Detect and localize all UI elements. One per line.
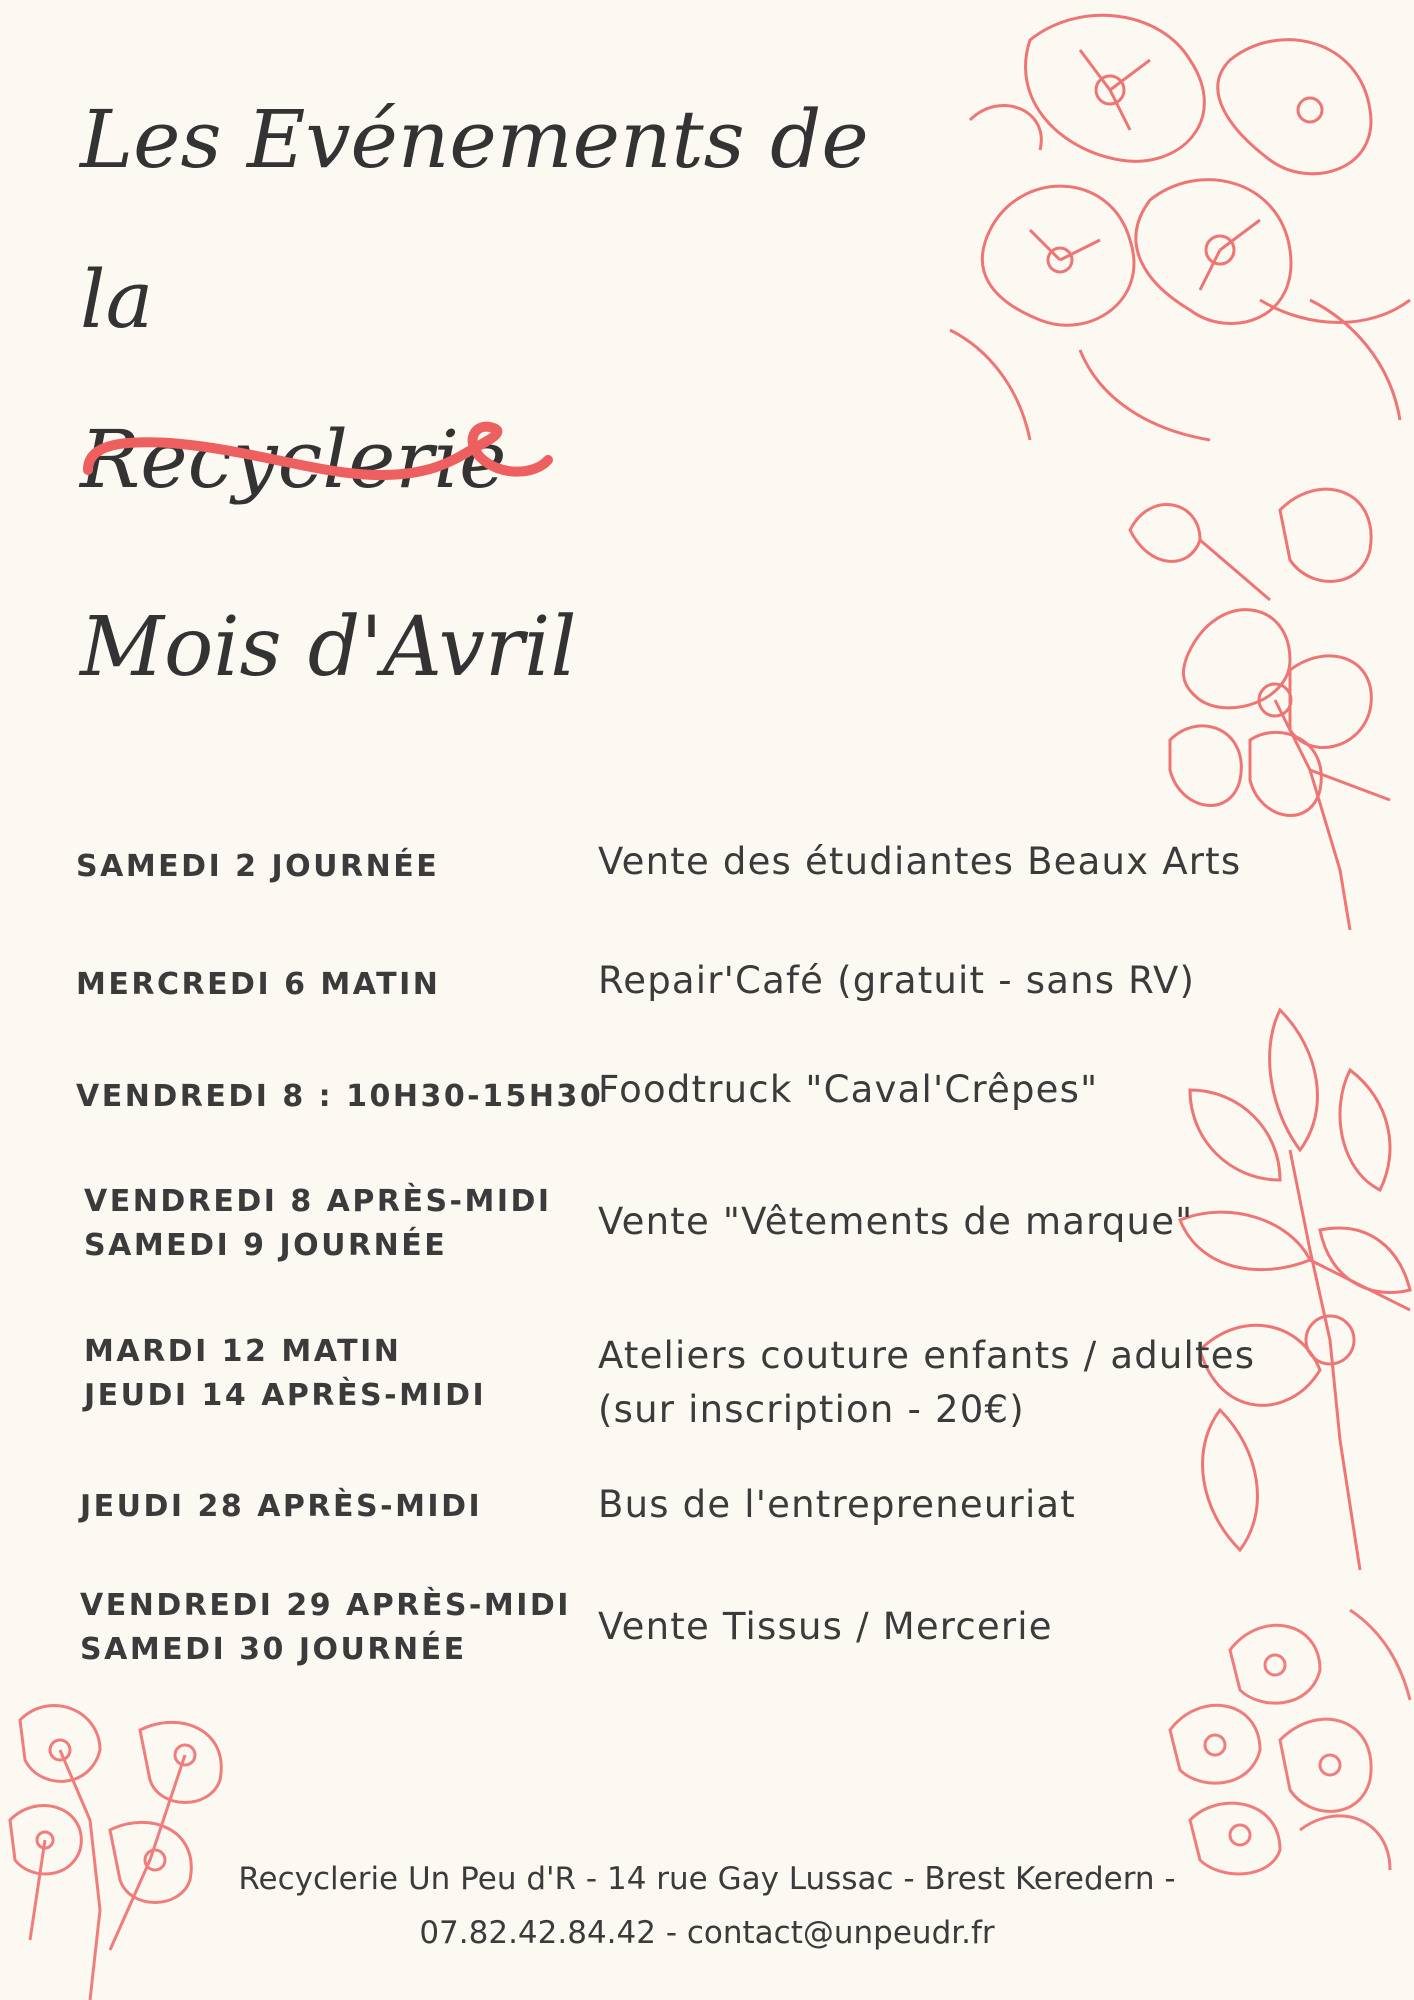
event-date: MARDI 12 MATIN [84, 1334, 402, 1369]
event-description: Bus de l'entrepreneuriat [598, 1483, 1077, 1526]
floral-top-right-illustration [930, 0, 1414, 500]
floral-bottom-right-illustration [1150, 1590, 1414, 1890]
event-date: VENDREDI 8 : 10H30-15H30 [76, 1079, 604, 1114]
month-subtitle: Mois d'Avril [80, 600, 577, 695]
event-description: Vente Tissus / Mercerie [598, 1605, 1053, 1648]
event-description: Vente "Vêtements de marque" [598, 1200, 1194, 1243]
footer-contact: 07.82.42.84.42 - contact@unpeudr.fr [419, 1915, 995, 1951]
event-date: MERCREDI 6 MATIN [76, 967, 441, 1002]
event-date: SAMEDI 2 JOURNÉE [76, 849, 440, 884]
event-description: Repair'Café (gratuit - sans RV) [598, 959, 1196, 1002]
title-line-1: Les Evénements de la [80, 93, 869, 346]
event-date-secondary: SAMEDI 9 JOURNÉE [84, 1228, 448, 1263]
decorative-swash [80, 415, 560, 495]
event-description: Ateliers couture enfants / adultes [598, 1334, 1256, 1377]
event-date: VENDREDI 8 APRÈS-MIDI [84, 1184, 552, 1219]
contact-footer [0, 1852, 1414, 1960]
event-date-secondary: SAMEDI 30 JOURNÉE [80, 1632, 467, 1667]
event-description-secondary: (sur inscription - 20€) [598, 1388, 1025, 1431]
event-description: Foodtruck "Caval'Crêpes" [598, 1068, 1099, 1111]
event-date: VENDREDI 29 APRÈS-MIDI [80, 1588, 571, 1623]
floral-right-lower-illustration [1160, 990, 1414, 1570]
title-line-2: Recyclerie [80, 413, 507, 506]
footer-address: Recyclerie Un Peu d'R - 14 rue Gay Lussac - Brest Keredern - [238, 1861, 1176, 1897]
event-date: JEUDI 28 APRÈS-MIDI [80, 1489, 483, 1524]
event-description: Vente des étudiantes Beaux Arts [598, 840, 1242, 883]
event-date-secondary: JEUDI 14 APRÈS-MIDI [84, 1378, 487, 1413]
